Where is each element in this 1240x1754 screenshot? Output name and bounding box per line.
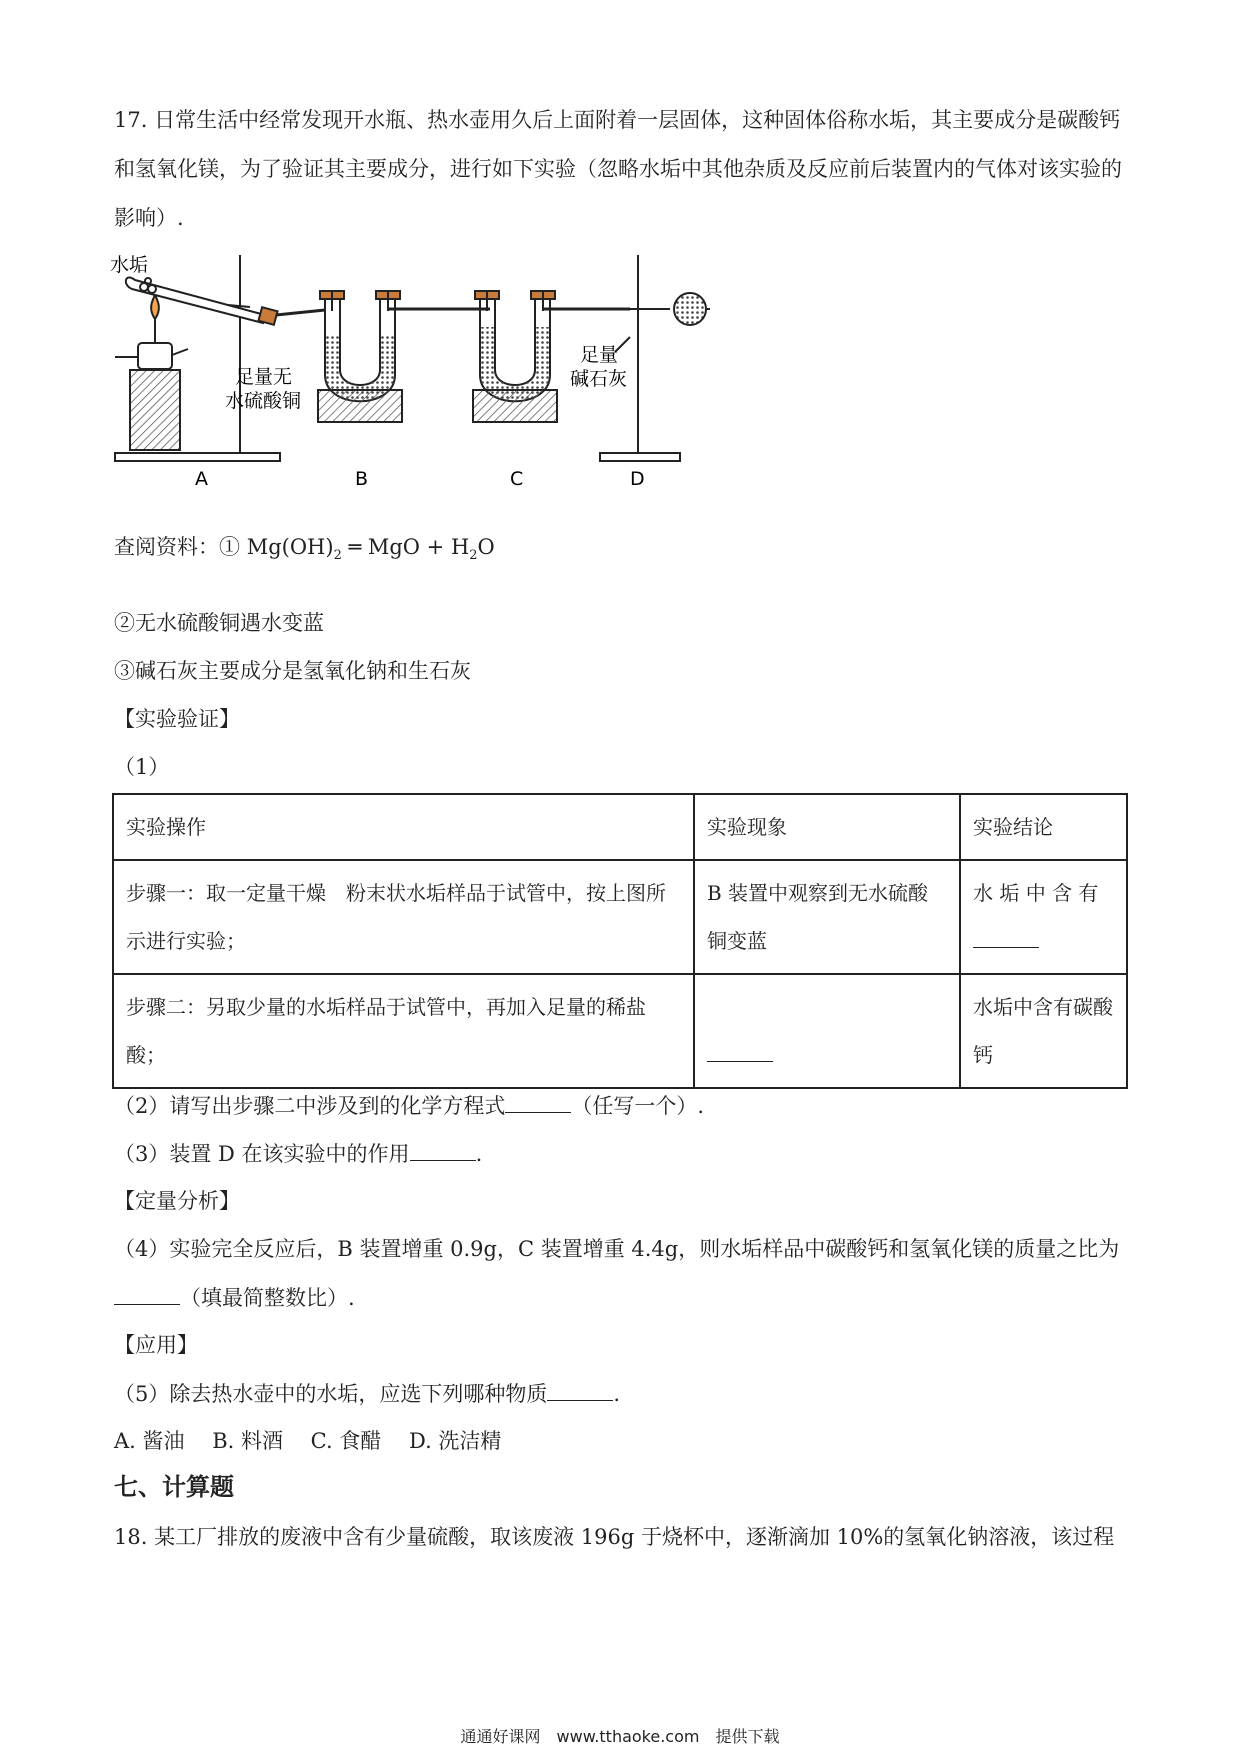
label-b-2: 水硫酸铜 bbox=[225, 390, 302, 412]
label-scale: 水垢 bbox=[110, 254, 149, 276]
answer-blank[interactable] bbox=[505, 1090, 571, 1113]
label-c: C bbox=[510, 468, 524, 490]
table-row bbox=[113, 860, 1127, 974]
label-b-1: 足量无 bbox=[235, 366, 293, 388]
answer-blank[interactable] bbox=[114, 1282, 180, 1305]
table-row bbox=[113, 974, 1127, 1088]
reference-3: ③碱石灰主要成分是氢氧化钠和生石灰 bbox=[114, 659, 471, 683]
table-header-row bbox=[113, 794, 1127, 860]
footer: 通通好课网 www.tthaoke.com 提供下载 bbox=[460, 1727, 780, 1746]
question-4: （4）实验完全反应后，B 装置增重 0.9g，C 装置增重 4.4g，则水垢样品中碳酸钙和氢氧化镁的质量之比为 bbox=[114, 1237, 1120, 1261]
label-b: B bbox=[355, 468, 369, 490]
question-2: （2）请写出步骤二中涉及到的化学方程式 （任写一个）. bbox=[114, 1090, 704, 1121]
label-a: A bbox=[195, 468, 208, 490]
answer-blank[interactable] bbox=[547, 1378, 613, 1401]
sub-question-1: （1） bbox=[114, 755, 170, 779]
table-cell: 水 垢 中 含 有 bbox=[960, 860, 1127, 974]
experiment-table bbox=[112, 793, 1128, 1089]
table-cell: 步骤二：另取少量的水垢样品于试管中，再加入足量的稀盐酸； bbox=[113, 974, 694, 1088]
table-cell: 步骤一：取一定量干燥 粉末状水垢样品于试管中，按上图所示进行实验； bbox=[113, 860, 694, 974]
reference-1: 查阅资料：① $Mg(OH)_2$ ═ MgO + $H_2O$ bbox=[114, 535, 495, 564]
label-d: D bbox=[630, 468, 645, 490]
table-cell: B 装置中观察到无水硫酸铜变蓝 bbox=[694, 860, 960, 974]
q17-intro: 17. 日常生活中经常发现开水瓶、热水壶用久后上面附着一层固体，这种固体俗称水垢，其主要成分是碳酸钙和氢氧化镁，为了验证其主要成分，进行如下实验（忽略水垢中其他杂质及反应前后装置内的气体对该实验的影响）. bbox=[114, 108, 1122, 230]
apparatus-figure bbox=[110, 245, 780, 495]
table-header-conclusion: 实验结论 bbox=[960, 794, 1127, 860]
label-d-2: 碱石灰 bbox=[570, 368, 628, 390]
question-18: 18. 某工厂排放的废液中含有少量硫酸，取该废液 196g 于烧杯中，逐渐滴加 10%的氢氧化钠溶液，该过程 bbox=[114, 1525, 1115, 1549]
question-5: （5）除去热水壶中的水垢，应选下列哪种物质 . bbox=[114, 1378, 620, 1409]
label-d-1: 足量 bbox=[580, 344, 619, 366]
answer-blank[interactable] bbox=[410, 1138, 476, 1161]
question-5-options: A. 酱油 B. 料酒 C. 食醋 D. 洗洁精 bbox=[114, 1429, 502, 1453]
answer-blank[interactable] bbox=[973, 925, 1039, 948]
section-verify: 【实验验证】 bbox=[114, 707, 240, 731]
section-application: 【应用】 bbox=[114, 1333, 198, 1357]
section-quantitative: 【定量分析】 bbox=[114, 1189, 240, 1213]
table-header-operation: 实验操作 bbox=[113, 794, 694, 860]
table-cell bbox=[694, 974, 960, 1088]
question-4-answer: （填最简整数比）. bbox=[114, 1282, 355, 1313]
table-cell: 水垢中含有碳酸钙 bbox=[960, 974, 1127, 1088]
table-header-phenomenon: 实验现象 bbox=[694, 794, 960, 860]
question-3: （3）装置 D 在该实验中的作用 . bbox=[114, 1138, 482, 1169]
section-7-title: 七、计算题 bbox=[114, 1472, 234, 1501]
reference-2: ②无水硫酸铜遇水变蓝 bbox=[114, 611, 324, 635]
answer-blank[interactable] bbox=[707, 1039, 773, 1062]
